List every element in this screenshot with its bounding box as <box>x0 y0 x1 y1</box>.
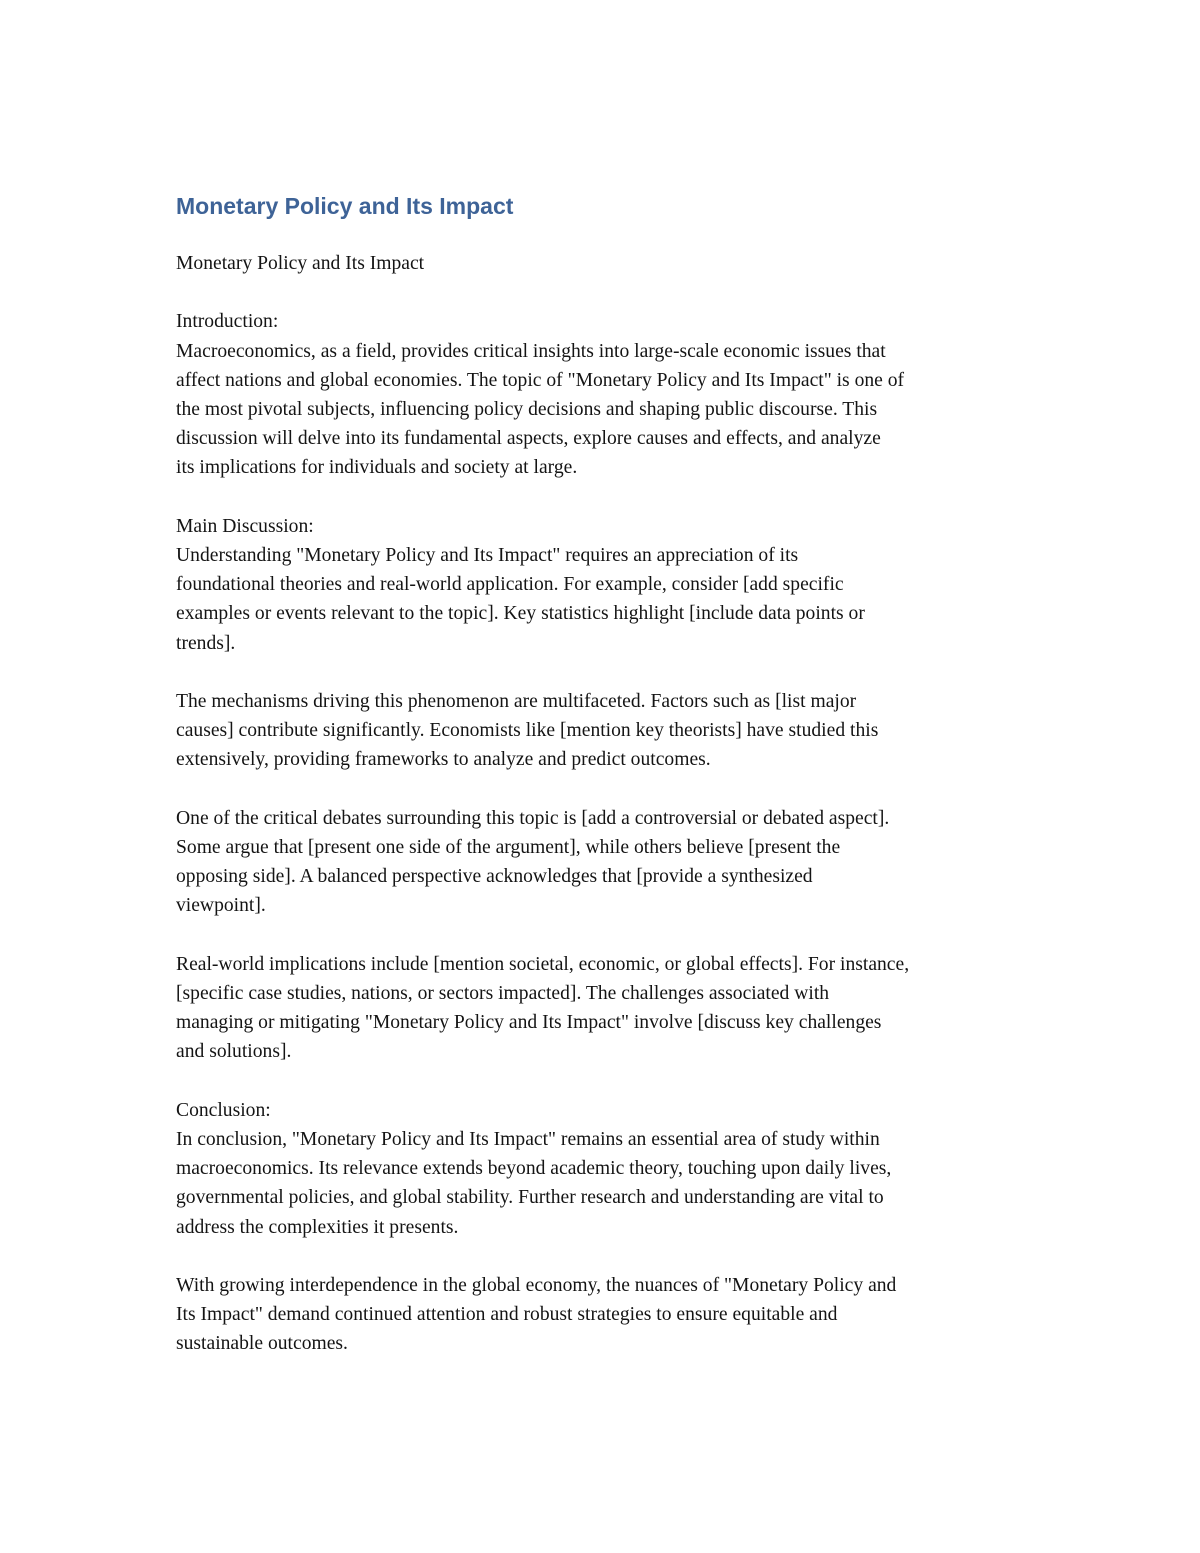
text-line: In conclusion, "Monetary Policy and Its Impact" remains an essential area of study within <box>176 1129 880 1150</box>
text-line: managing or mitigating "Monetary Policy and Its Impact" involve [discuss key challenges <box>176 1012 882 1034</box>
text-line: Conclusion: <box>176 1099 271 1121</box>
text-line: macroeconomics. Its relevance extends beyond academic theory, touching upon daily lives, <box>176 1158 892 1180</box>
text-line: viewpoint]. <box>176 895 266 917</box>
text-line: foundational theories and real-world application. For example, consider [add specific <box>176 574 844 596</box>
text-line: affect nations and global economies. The topic of "Monetary Policy and Its Impact" is one of <box>176 369 905 391</box>
text-line: [specific case studies, nations, or sectors impacted]. The challenges associated with <box>176 983 830 1004</box>
body-paragraph <box>176 950 1036 1067</box>
text-line: and solutions]. <box>176 1041 292 1063</box>
text-line: opposing side]. A balanced perspective acknowledges that [provide a synthesized <box>176 866 813 888</box>
body-paragraph <box>176 307 1036 482</box>
text-line: examples or events relevant to the topic]. Key statistics highlight [include data points or <box>176 603 865 625</box>
document-heading: Monetary Policy and Its Impact <box>176 193 514 219</box>
text-line: Understanding "Monetary Policy and Its Impact" requires an appreciation of its <box>176 545 799 566</box>
paragraph-list <box>176 249 1036 1359</box>
text-line: sustainable outcomes. <box>176 1333 348 1355</box>
text-line: governmental policies, and global stability. Further research and understanding are vital to <box>176 1187 884 1209</box>
text-line: causes] contribute significantly. Economists like [mention key theorists] have studied this <box>176 720 879 742</box>
body-paragraph <box>176 1271 1036 1359</box>
text-line: discussion will delve into its fundamental aspects, explore causes and effects, and analyze <box>176 428 881 450</box>
body-paragraph <box>176 1096 1036 1242</box>
text-line: Its Impact" demand continued attention and robust strategies to ensure equitable and <box>176 1304 838 1326</box>
text-line: The mechanisms driving this phenomenon are multifaceted. Factors such as [list major <box>176 691 857 712</box>
text-line: its implications for individuals and society at large. <box>176 457 578 479</box>
text-line: address the complexities it presents. <box>176 1216 459 1238</box>
document-body <box>176 188 1036 1388</box>
body-paragraph <box>176 687 1036 775</box>
body-paragraph <box>176 804 1036 921</box>
body-paragraph <box>176 249 1036 278</box>
text-line: Monetary Policy and Its Impact <box>176 253 425 274</box>
text-line: Introduction: <box>176 311 279 333</box>
text-line: Macroeconomics, as a field, provides critical insights into large-scale economic issues that <box>176 340 886 362</box>
text-line: Main Discussion: <box>176 515 314 537</box>
text-line: One of the critical debates surrounding this topic is [add a controversial or debated aspect]. <box>176 807 890 829</box>
text-line: Some argue that [present one side of the argument], while others believe [present the <box>176 837 841 858</box>
text-line: the most pivotal subjects, influencing policy decisions and shaping public discourse. This <box>176 399 878 420</box>
text-line: trends]. <box>176 632 236 654</box>
text-line: With growing interdependence in the global economy, the nuances of "Monetary Policy and <box>176 1275 897 1296</box>
text-line: extensively, providing frameworks to analyze and predict outcomes. <box>176 749 711 771</box>
text-line: Real-world implications include [mention societal, economic, or global effects]. For instance, <box>176 953 910 975</box>
body-paragraph <box>176 512 1036 658</box>
